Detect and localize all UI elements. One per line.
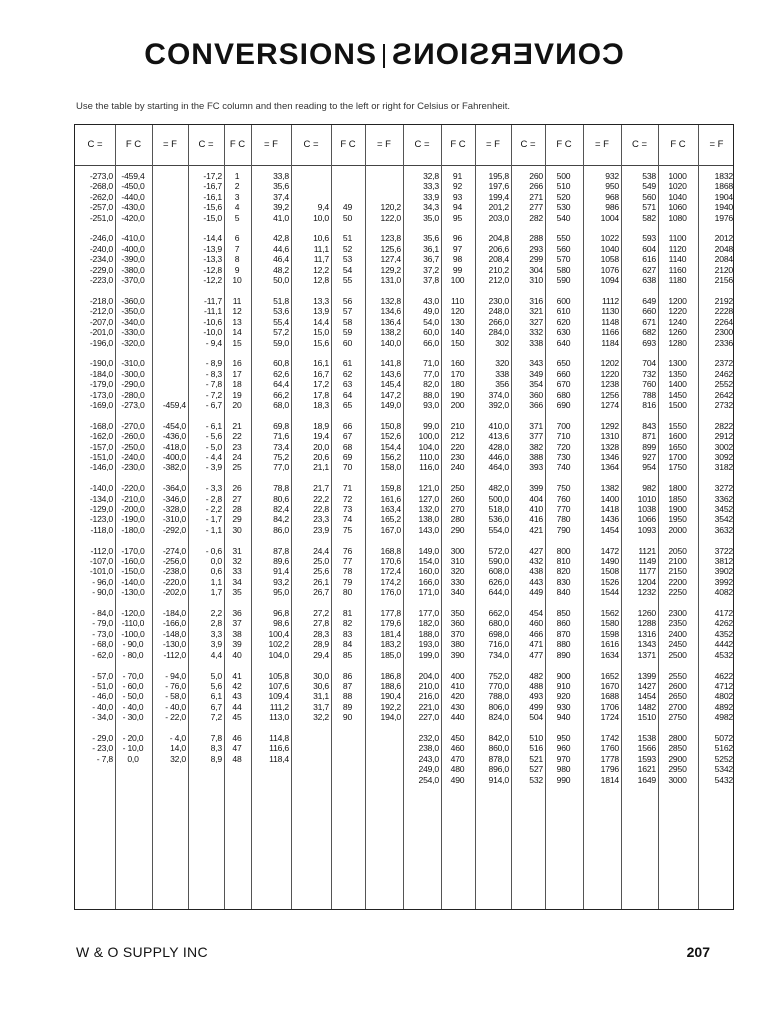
table-column: 195,8 197,6 199,4 201,2 203,0 204,8 206,6 208,4 210,2 212,0 230,0 248,0 266,0 284,0 302 320 338 356 374,0 392,0 410,0 413,6 428,0 446,0 464,0 482,0 500,0 518,0 536,0 554,0 572,0 590,0 608,0 626,0 644,0 662,0 680,0 698,0 716,0 734,0 752,0 770,0 788,0 806,0 824,0 842,0 860,0 878,0 896,0 914,0 <box>488 171 509 785</box>
table-column: 32,8 33,3 33,9 34,3 35,0 35,6 36,1 36,7 37,2 37,8 43,0 49,0 54,0 60,0 66,0 71,0 77,0 82,0 88,0 93,0 99,0 100,0 104,0 110,0 116,0 121,0 127,0 132,0 138,0 143,0 149,0 154,0 160,0 166,0 171,0 177,0 182,0 188,0 193,0 199,0 204,0 210,0 216,0 221,0 227,0 232,0 238,0 243,0 249,0 254,0 <box>418 171 439 785</box>
table-column: 1000 1020 1040 1060 1080 1100 1120 1140 1160 1180 1200 1220 1240 1260 1280 1300 1350 1400 1450 1500 1550 1600 1650 1700 1750 1800 1850 1900 1950 2000 2050 2100 2150 2200 2250 2300 2350 2400 2450 2500 2550 2600 2650 2700 2750 2800 2850 2900 2950 3000 <box>668 171 687 785</box>
header-divider <box>75 165 733 166</box>
table-column: 1 2 3 4 5 6 7 8 9 10 11 12 13 14 15 16 17 18 19 20 21 22 23 24 25 26 27 28 29 30 31 32 33 34 35 36 37 38 39 40 41 42 43 44 45 46 47 48 <box>232 171 242 764</box>
column-header: C = <box>87 139 103 150</box>
column-header: F C <box>229 139 246 150</box>
instructions: Use the table by starting in the FC column and then reading to the left or right for Celsius or Fahrenheit. <box>76 101 511 112</box>
table-column: 1832 1868 1904 1940 1976 2012 2048 2084 2120 2156 2192 2228 2264 2300 2336 2372 2462 2552 2642 2732 2822 2912 3002 3092 3182 3272 3362 3452 3542 3632 3722 3812 3902 3992 4082 4172 4262 4352 4442 4532 4622 4712 4802 4892 4982 5072 5162 5252 5342 5432 <box>714 171 733 785</box>
title-left: CONVERSIONS <box>144 38 377 71</box>
column-header: F C <box>340 139 356 150</box>
table-column: 260 266 271 277 282 288 293 299 304 310 316 321 327 332 338 343 349 354 360 366 371 377 382 388 393 399 404 410 416 421 427 432 438 443 449 454 460 466 471 477 482 488 493 499 504 510 516 521 527 532 <box>529 171 543 785</box>
column-header: F C <box>670 139 686 150</box>
column-header: = F <box>163 139 177 150</box>
table-column: 538 549 560 571 582 593 604 616 627 638 649 660 671 682 693 704 732 760 788 816 843 871 899 927 954 982 1010 1038 1066 1093 1121 1149 1177 1204 1232 1260 1288 1316 1343 1371 1399 1427 1454 1482 1510 1538 1566 1593 1621 1649 <box>637 171 656 785</box>
column-header: C = <box>414 139 430 150</box>
title-divider <box>383 44 385 68</box>
table-column: 91 92 93 94 95 96 97 98 99 100 110 120 130 140 150 160 170 180 190 200 210 212 220 230 240 250 260 270 280 290 300 310 320 330 340 350 360 370 380 390 400 410 420 430 440 450 460 470 480 490 <box>450 171 465 785</box>
page-number: 207 <box>686 944 710 960</box>
column-header: F C <box>450 139 466 150</box>
column-header: F C <box>125 139 142 150</box>
conversion-table <box>74 124 734 910</box>
table-column: 500 510 520 530 540 550 560 570 580 590 600 610 620 630 640 650 660 670 680 690 700 710 720 730 740 750 760 770 780 790 800 810 820 830 840 850 860 870 880 890 900 910 920 930 940 950 960 970 980 990 <box>556 171 571 785</box>
table-column: 9,4 10,0 10,6 11,1 11,7 12,2 12,8 13,3 13,9 14,4 15,0 15,6 16,1 16,7 17,2 17,8 18,3 18,9 19,4 20,0 20,6 21,1 21,7 22,2 22,8 23,3 23,9 24,4 25,0 25,6 26,1 26,7 27,2 27,8 28,3 28,9 29,4 30,0 30,6 31,1 31,7 32,2 <box>313 202 329 723</box>
table-column: -273,0 -268,0 -262,0 -257,0 -251,0 -246,0 -240,0 -234,0 -229,0 -223,0 -218,0 -212,0 -207,0 -201,0 -196,0 -190,0 -184,0 -179,0 -173,0 -169,0 -168,0 -162,0 -157,0 -151,0 -146,0 -140,0 -134,0 -129,0 -123,0 -118,0 -112,0 -107,0 -101,0 - 96,0 - 90,0 - 84,0 - 79,0 - 73,0 - 68,0 - 62,0 - 57,0 - 51,0 - 46,0 - 40,0 - 34,0 - 29,0 - 23,0 - 7,8 <box>89 171 113 764</box>
column-header: = F <box>486 139 500 150</box>
table-column: -17,2 -16,7 -16,1 -15,6 -15,0 -14,4 -13,9 -13,3 -12,8 -12,2 -11,7 -11,1 -10,6 -10,0 - 9,4 - 8,9 - 8,3 - 7,8 - 7,2 - 6,7 - 6,1 - 5,6 - 5,0 - 4,4 - 3,9 - 3,3 - 2,8 - 2,2 - 1,7 - 1,1 - 0,6 0,0 0,6 1,1 1,7 2,2 2,8 3,3 3,9 4,4 5,0 5,6 6,1 6,7 7,2 7,8 8,3 8,9 <box>203 171 222 764</box>
page-title <box>0 38 768 72</box>
column-header: = F <box>377 139 391 150</box>
title-right-mirrored: CONVERSIONS <box>391 38 624 71</box>
column-header: = F <box>264 139 278 150</box>
column-header: F C <box>556 139 572 150</box>
column-header: C = <box>520 139 536 150</box>
table-column: -459,4 -454,0 -436,0 -418,0 -400,0 -382,0 -364,0 -346,0 -328,0 -310,0 -292,0 -274,0 -256,0 -238,0 -220,0 -202,0 -184,0 -166,0 -148,0 -130,0 -112,0 - 94,0 - 76,0 - 58,0 - 40,0 - 22,0 - 4,0 14,0 32,0 <box>162 399 186 764</box>
table-column: 49 50 51 52 53 54 55 56 57 58 59 60 61 62 63 64 65 66 67 68 69 70 71 72 73 74 75 76 77 78 79 80 81 82 83 84 85 86 87 88 89 90 <box>342 202 353 723</box>
column-header: C = <box>303 139 319 150</box>
table-column: 932 950 968 986 1004 1022 1040 1058 1076 1094 1112 1130 1148 1166 1184 1202 1220 1238 1256 1274 1292 1310 1328 1346 1364 1382 1400 1418 1436 1454 1472 1490 1508 1526 1544 1562 1580 1598 1616 1634 1652 1670 1688 1706 1724 1742 1760 1778 1796 1814 <box>600 171 619 785</box>
table-column: 33,8 35,6 37,4 39,2 41,0 42,8 44,6 46,4 48,2 50,0 51,8 53,6 55,4 57,2 59,0 60,8 62,6 64,4 66,2 68,0 69,8 71,6 73,4 75,2 77,0 78,8 80,6 82,4 84,2 86,0 87,8 89,6 91,4 93,2 95,0 96,8 98,6 100,4 102,2 104,0 105,8 107,6 109,4 111,2 113,0 114,8 116,6 118,4 <box>268 171 289 764</box>
column-header: C = <box>631 139 648 150</box>
table-column: -459,4 -450,0 -440,0 -430,0 -420,0 -410,0 -400,0 -390,0 -380,0 -370,0 -360,0 -350,0 -340,0 -330,0 -320,0 -310,0 -300,0 -290,0 -280,0 -273,0 -270,0 -260,0 -250,0 -240,0 -230,0 -220,0 -210,0 -200,0 -190,0 -180,0 -170,0 -160,0 -150,0 -140,0 -130,0 -120,0 -110,0 -100,0 - 90,0 - 80,0 - 70,0 - 60,0 - 50,0 - 40,0 - 30,0 - 20,0 - 10,0 0,0 <box>121 171 145 764</box>
table-column: 120,2 122,0 123,8 125,6 127,4 129,2 131,0 132,8 134,6 136,4 138,2 140,0 141,8 143,6 145,4 147,2 149,0 150,8 152,6 154,4 156,2 158,0 159,8 161,6 163,4 165,2 167,0 168,8 170,6 172,4 174,2 176,0 177,8 179,6 181,4 183,2 185,0 186,8 188,6 190,4 192,2 194,0 <box>380 202 401 723</box>
column-header: = F <box>709 139 724 150</box>
column-header: C = <box>198 139 214 150</box>
footer-company: W & O SUPPLY INC <box>76 944 208 960</box>
column-header: = F <box>595 139 609 150</box>
